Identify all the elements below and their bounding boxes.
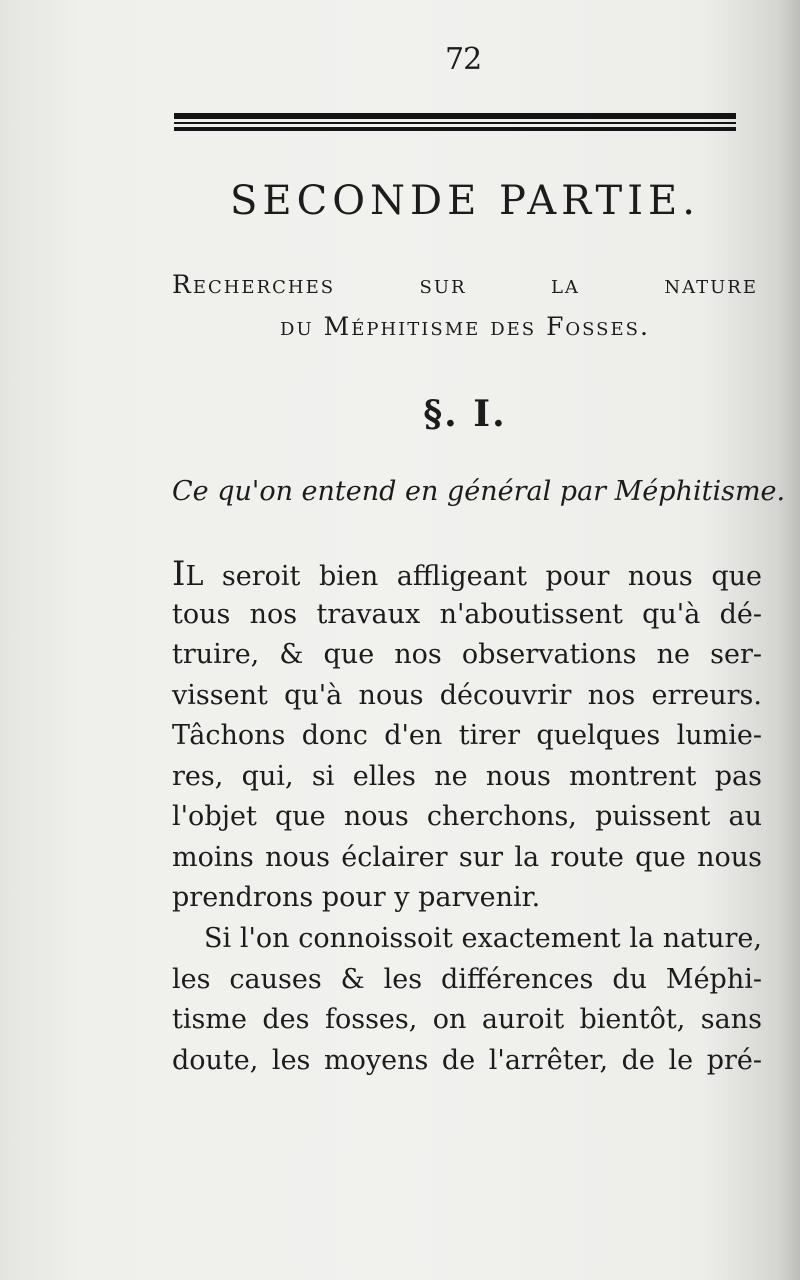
paragraph-2 xyxy=(172,919,762,1081)
paragraph-1 xyxy=(172,554,762,919)
header-rule-thin xyxy=(174,122,736,124)
page-number: 72 xyxy=(445,42,482,77)
text-line: res, qui, si elles ne nous montrent pas xyxy=(172,760,762,792)
text-line-content: L seroit bien affligeant pour nous que xyxy=(185,561,762,592)
text-line: Si l'on connoissoit exactement la nature, xyxy=(204,923,762,954)
text-line: prendrons pour y parvenir. xyxy=(172,882,541,913)
text-line: vissent qu'à nous découvrir nos erreurs. xyxy=(172,679,762,711)
text-line: doute, les moyens de l'arrêter, de le pré- xyxy=(172,1044,762,1076)
subtitle-line-1: Recherches sur la nature xyxy=(172,270,758,299)
header-rule-lower xyxy=(174,127,736,131)
text-line xyxy=(172,554,762,595)
text-line: l'objet que nous cherchons, puissent au xyxy=(172,801,762,832)
subtitle-line-2: du Méphitisme des Fosses. xyxy=(280,312,650,341)
header-rule-thick xyxy=(174,113,736,119)
text-line: tous nos travaux n'aboutissent qu'à dé- xyxy=(172,598,762,630)
text-line: Tâchons donc d'en tirer quelques lumie- xyxy=(172,720,762,751)
section-title: Ce qu'on entend en général par Méphitisme. xyxy=(172,476,786,507)
text-line: moins nous éclairer sur la route que nous xyxy=(172,841,762,873)
drop-cap: I xyxy=(172,554,186,594)
text-line: les causes & les différences du Méphi- xyxy=(172,963,762,995)
section-heading: §. I. xyxy=(423,393,507,435)
part-title: SECONDE PARTIE. xyxy=(230,178,700,224)
text-line: tisme des fosses, on auroit bientôt, sans xyxy=(172,1004,762,1035)
text-line: truire, & que nos observations ne ser- xyxy=(172,639,762,670)
